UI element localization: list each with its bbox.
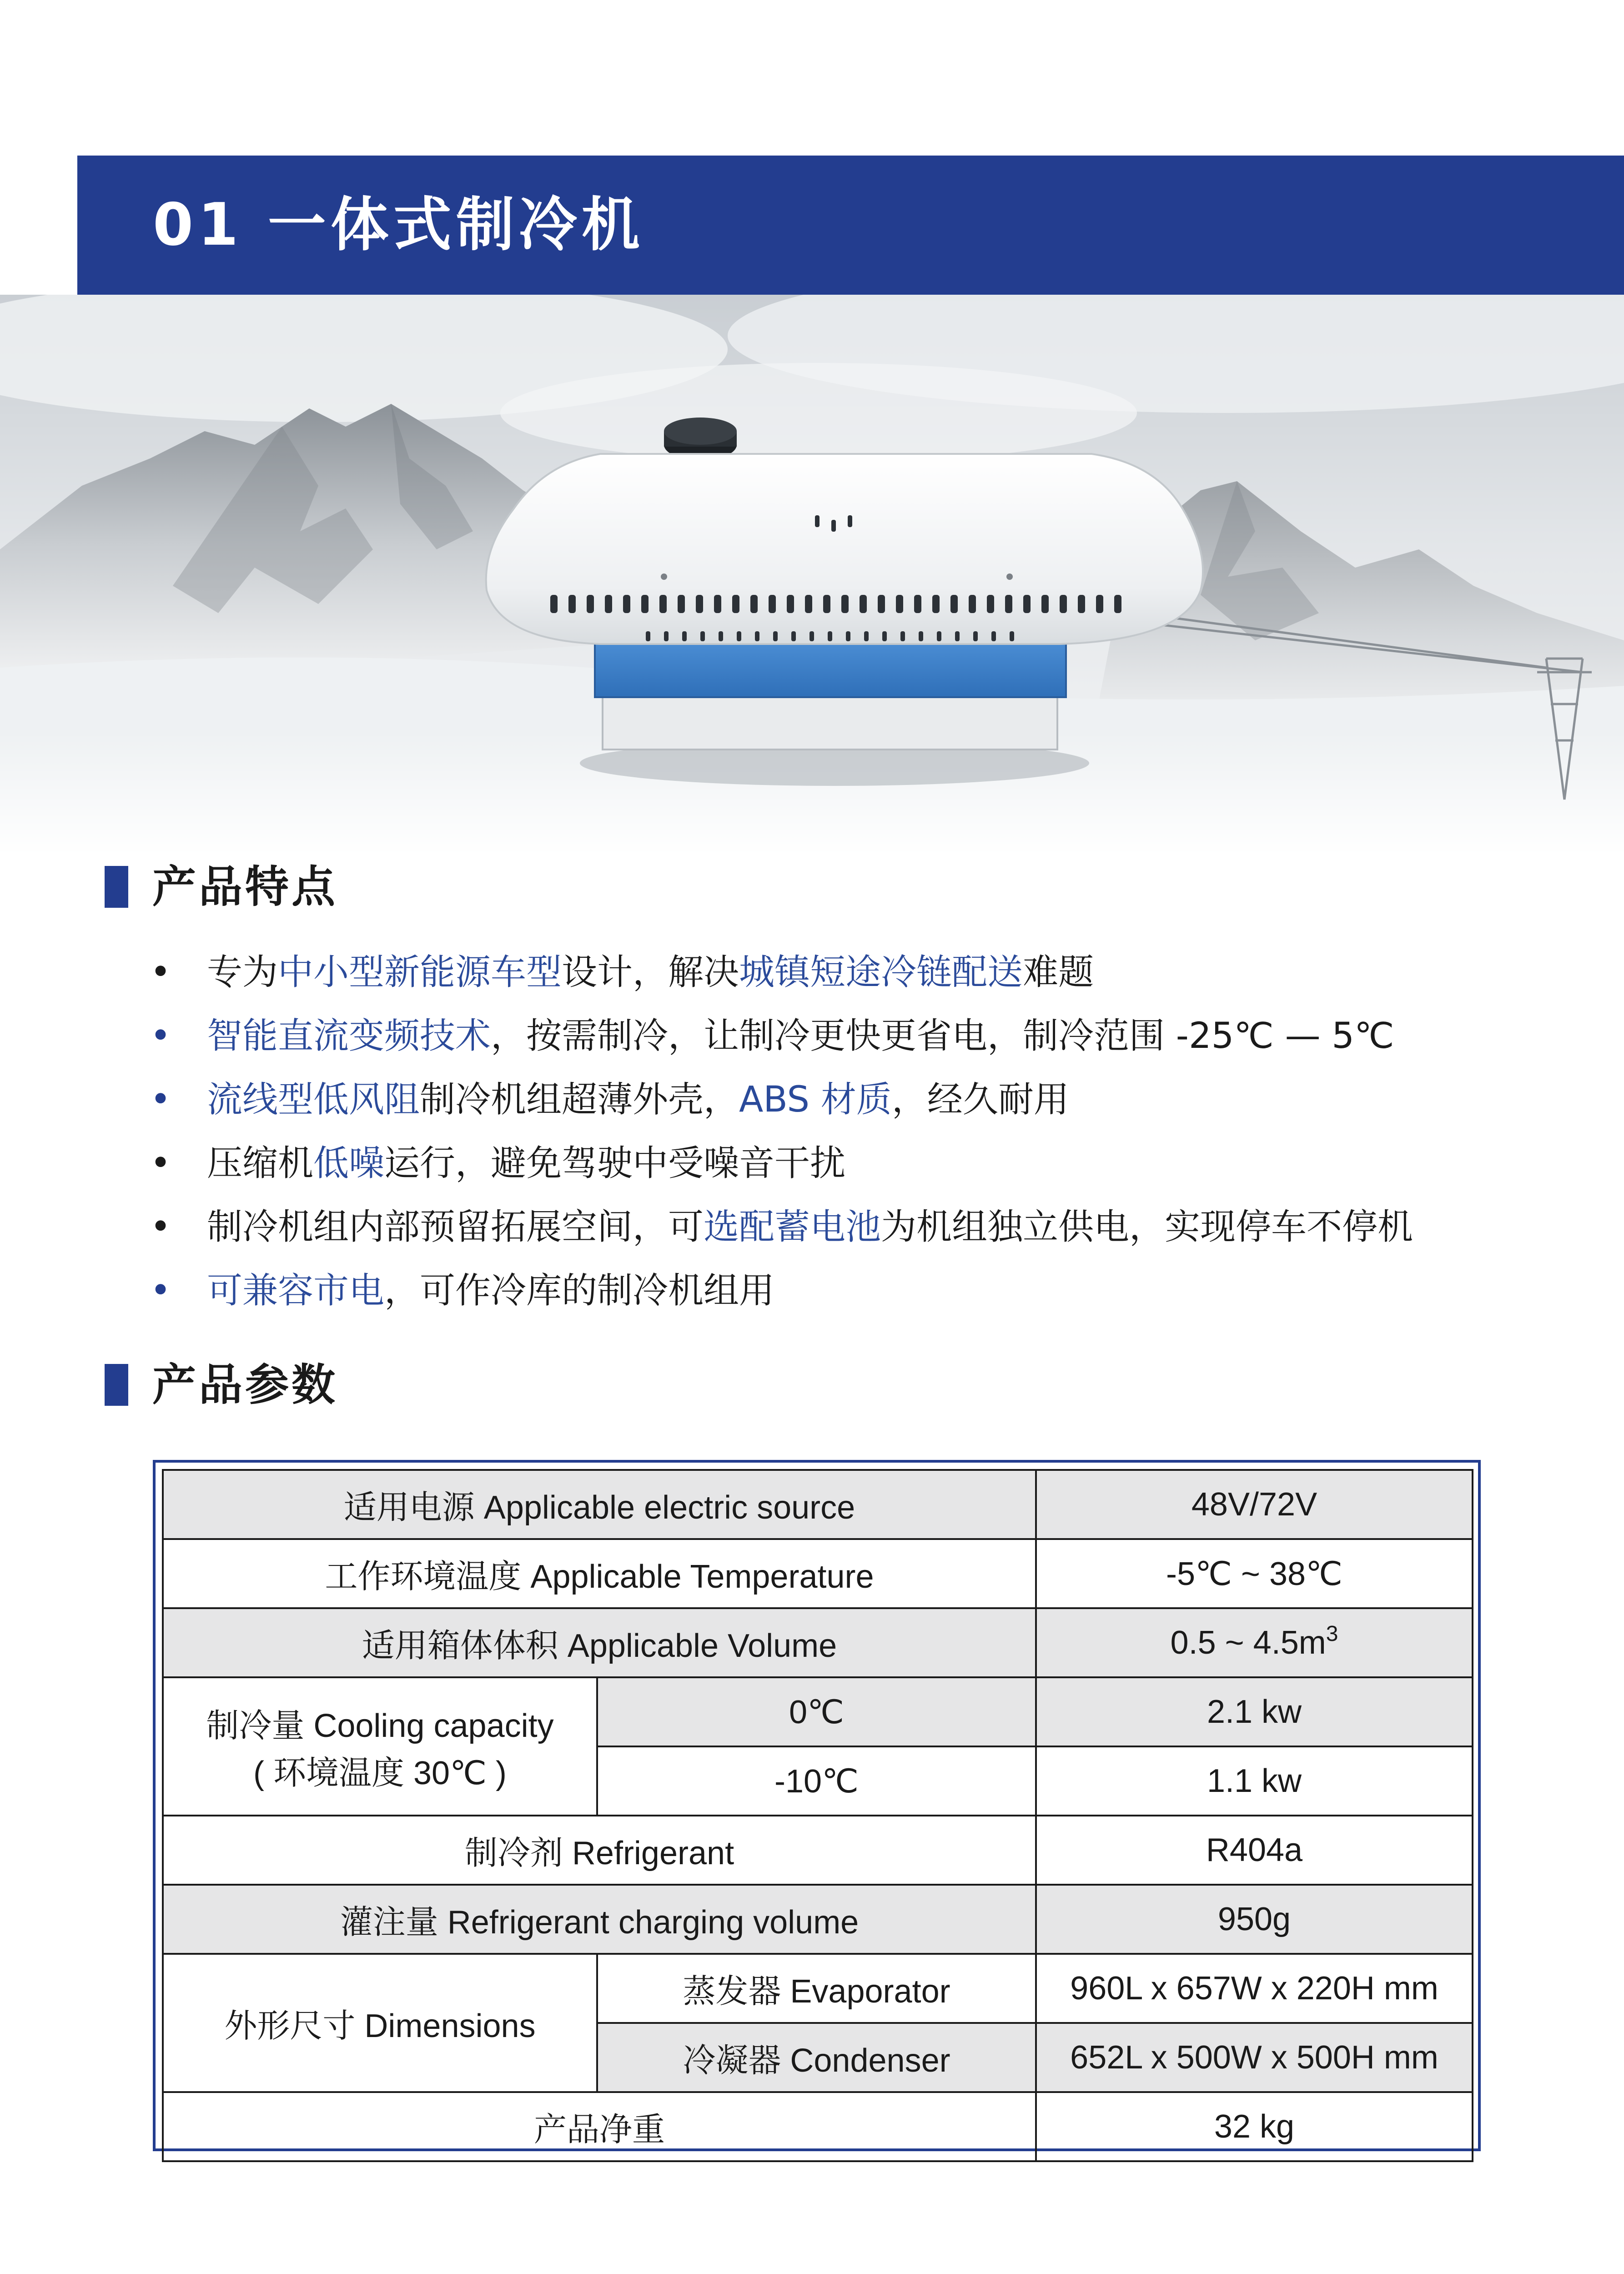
- params-title: 产品参数: [152, 1359, 338, 1410]
- table-row: [163, 1539, 1473, 1608]
- feature-item: [150, 1068, 1514, 1132]
- spec-part: 蒸发器 Evaporator: [597, 1954, 1036, 2023]
- table-row: [163, 1470, 1473, 1539]
- feature-text: 压缩机低噪运行，避免驾驶中受噪音干扰: [207, 1143, 846, 1184]
- feature-item: [150, 1004, 1514, 1068]
- feature-text: 可兼容市电，可作冷库的制冷机组用: [207, 1270, 775, 1311]
- spec-value: 960L x 657W x 220H mm: [1036, 1954, 1473, 2023]
- spec-value: 1.1 kw: [1036, 1746, 1473, 1816]
- table-row: [163, 2092, 1473, 2161]
- section-marker: [105, 866, 128, 908]
- feature-item: [150, 941, 1514, 1004]
- bullet-dot: •: [150, 1079, 171, 1120]
- feature-text: 专为中小型新能源车型设计，解决城镇短途冷链配送难题: [207, 952, 1094, 993]
- feature-text: 智能直流变频技术，按需制冷，让制冷更快更省电，制冷范围 -25℃ — 5℃: [207, 1016, 1394, 1057]
- feature-list: [150, 941, 1514, 1323]
- spec-condition: -10℃: [597, 1746, 1036, 1816]
- spec-label: 适用电源 Applicable electric source: [163, 1470, 1036, 1539]
- spec-condition: 0℃: [597, 1677, 1036, 1746]
- bullet-dot: •: [150, 1016, 171, 1057]
- cooling-capacity-label: 制冷量 Cooling capacity ( 环境温度 30℃ ): [163, 1677, 597, 1816]
- features-title: 产品特点: [152, 861, 338, 912]
- table-row: [163, 1677, 1473, 1746]
- page-title: 01 一体式制冷机: [153, 191, 644, 259]
- spec-value: 0.5 ~ $4.5m^3$: [1036, 1608, 1473, 1677]
- spec-label: 产品净重: [163, 2092, 1036, 2161]
- section-marker: [105, 1364, 128, 1406]
- table-row: [163, 1885, 1473, 1954]
- feature-text: 制冷机组内部预留拓展空间，可选配蓄电池为机组独立供电，实现停车不停机: [207, 1207, 1413, 1248]
- spec-value: 950g: [1036, 1885, 1473, 1954]
- feature-item: [150, 1259, 1514, 1323]
- spec-table-frame: [153, 1460, 1481, 2151]
- spec-value: 652L x 500W x 500H mm: [1036, 2023, 1473, 2092]
- feature-text: 流线型低风阻制冷机组超薄外壳，ABS 材质，经久耐用: [207, 1079, 1069, 1120]
- table-row: [163, 1816, 1473, 1885]
- hero-image: [0, 295, 1624, 855]
- header-bar: [77, 156, 1624, 295]
- spec-value: 48V/72V: [1036, 1470, 1473, 1539]
- spec-label: 灌注量 Refrigerant charging volume: [163, 1885, 1036, 1954]
- spec-value: 2.1 kw: [1036, 1677, 1473, 1746]
- spec-label: 制冷剂 Refrigerant: [163, 1816, 1036, 1885]
- spec-label: 适用箱体体积 Applicable Volume: [163, 1608, 1036, 1677]
- bullet-dot: •: [150, 1207, 171, 1248]
- spec-value: 32 kg: [1036, 2092, 1473, 2161]
- feature-item: [150, 1195, 1514, 1259]
- spec-label: 工作环境温度 Applicable Temperature: [163, 1539, 1036, 1608]
- feature-item: [150, 1132, 1514, 1195]
- bullet-dot: •: [150, 1270, 171, 1311]
- product-photo: [0, 295, 1624, 855]
- spec-value: R404a: [1036, 1816, 1473, 1885]
- bullet-dot: •: [150, 952, 171, 993]
- spec-part: 冷凝器 Condenser: [597, 2023, 1036, 2092]
- table-row: [163, 1954, 1473, 2023]
- bullet-dot: •: [150, 1143, 171, 1184]
- table-row: [163, 1608, 1473, 1677]
- spec-table: [162, 1469, 1473, 2162]
- spec-value: -5℃ ~ 38℃: [1036, 1539, 1473, 1608]
- dimensions-label: 外形尺寸 Dimensions: [163, 1954, 597, 2092]
